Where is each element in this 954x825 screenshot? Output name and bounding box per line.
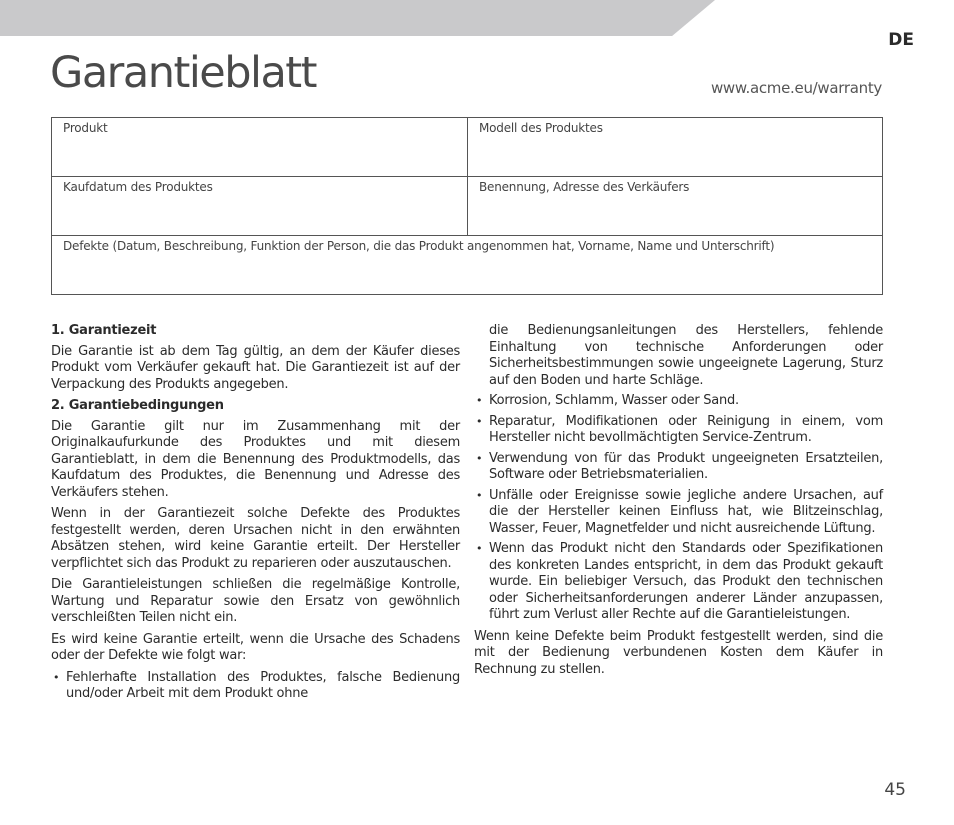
paragraph: Die Garantie gilt nur im Zusammenhang mit der Originalkaufurkunde des Produktes und mit diesem Garantieblatt, in dem die Benennung des Produktmodells, das Kaufdatum des Produktes, die Benennung und Adresse des Verkäufers stehen. bbox=[51, 418, 460, 500]
list-item: • Unfälle oder Ereignisse sowie jegliche andere Ursachen, auf die der Hersteller keinen Einfluss hat, wie Blitzeinschlag, Wasser, Feuer, Magnetfelder und nicht ausreichende Lüftung. bbox=[474, 488, 883, 538]
warranty-url: www.acme.eu/warranty bbox=[710, 79, 882, 97]
list-item: • Korrosion, Schlamm, Wasser oder Sand. bbox=[474, 393, 883, 410]
paragraph: Wenn in der Garantiezeit solche Defekte des Produktes festgestellt werden, deren Ursachen nicht in den erwähnten Absätzen stehen, wird keine Garantie erteilt. Der Hersteller verpflichtet sich das Produkt zu reparieren oder auszutauschen. bbox=[51, 506, 460, 571]
form-cell-defects: Defekte (Datum, Beschreibung, Funktion der Person, die das Produkt angenommen hat, Vorname, Name und Unterschrift) bbox=[63, 239, 775, 253]
right-column bbox=[474, 323, 883, 683]
form-cell-product: Produkt bbox=[52, 118, 468, 177]
header-decor-bar bbox=[0, 0, 715, 36]
exclusion-list bbox=[474, 393, 883, 624]
list-item-continuation: die Bedienungsanleitungen des Herstellers, fehlende Einhaltung von technische Anforderungen oder Sicherheitsbestimmungen sowie ungeeignete Lagerung, Sturz auf den Boden und harte Schläge. bbox=[489, 323, 883, 388]
form-cell-purchase-date: Kaufdatum des Produktes bbox=[52, 177, 468, 236]
section-heading-warranty-conditions: 2. Garantiebedingungen bbox=[51, 398, 224, 413]
paragraph: Wenn keine Defekte beim Produkt festgestellt werden, sind die mit der Bedienung verbundenen Kosten dem Käufer in Rechnung zu stellen. bbox=[474, 628, 883, 677]
left-column bbox=[51, 323, 460, 708]
exclusion-list bbox=[51, 670, 460, 703]
form-cell-model: Modell des Produktes bbox=[468, 118, 882, 177]
page-number: 45 bbox=[884, 780, 906, 800]
language-code: DE bbox=[888, 30, 914, 50]
paragraph: Die Garantie ist ab dem Tag gültig, an dem der Käufer dieses Produkt vom Verkäufer gekauft hat. Die Garantiezeit ist auf der Verpackung des Produkts angegeben. bbox=[51, 343, 460, 392]
list-item: • Fehlerhafte Installation des Produktes, falsche Bedienung und/oder Arbeit mit dem Produkt ohne bbox=[51, 670, 460, 703]
paragraph: Die Garantieleistungen schließen die regelmäßige Kontrolle, Wartung und Reparatur sowie den Ersatz von gewöhnlich verschleißten Teilen nicht ein. bbox=[51, 577, 460, 625]
list-item: • Wenn das Produkt nicht den Standards oder Spezifikationen des konkreten Landes entspricht, in dem das Produkt gekauft wurde. Ein beliebiger Versuch, das Produkt den technischen oder Sicherheitsanforderungen anderer Länder anzupassen, führt zum Verlust aller Rechte auf die Garantieleistungen. bbox=[474, 541, 883, 624]
warranty-form-table bbox=[51, 117, 883, 295]
list-item: • Verwendung von für das Produkt ungeeigneten Ersatzteilen, Software oder Betriebsmaterialien. bbox=[474, 451, 883, 484]
paragraph: Es wird keine Garantie erteilt, wenn die Ursache des Schadens oder der Defekte wie folgt war: bbox=[51, 631, 460, 663]
form-cell-seller: Benennung, Adresse des Verkäufers bbox=[468, 177, 882, 236]
list-item: • Reparatur, Modifikationen oder Reinigung in einem, vom Hersteller nicht bevollmächtigten Service-Zentrum. bbox=[474, 414, 883, 447]
section-heading-warranty-period: 1. Garantiezeit bbox=[51, 323, 157, 338]
page-title: Garantieblatt bbox=[50, 48, 317, 98]
